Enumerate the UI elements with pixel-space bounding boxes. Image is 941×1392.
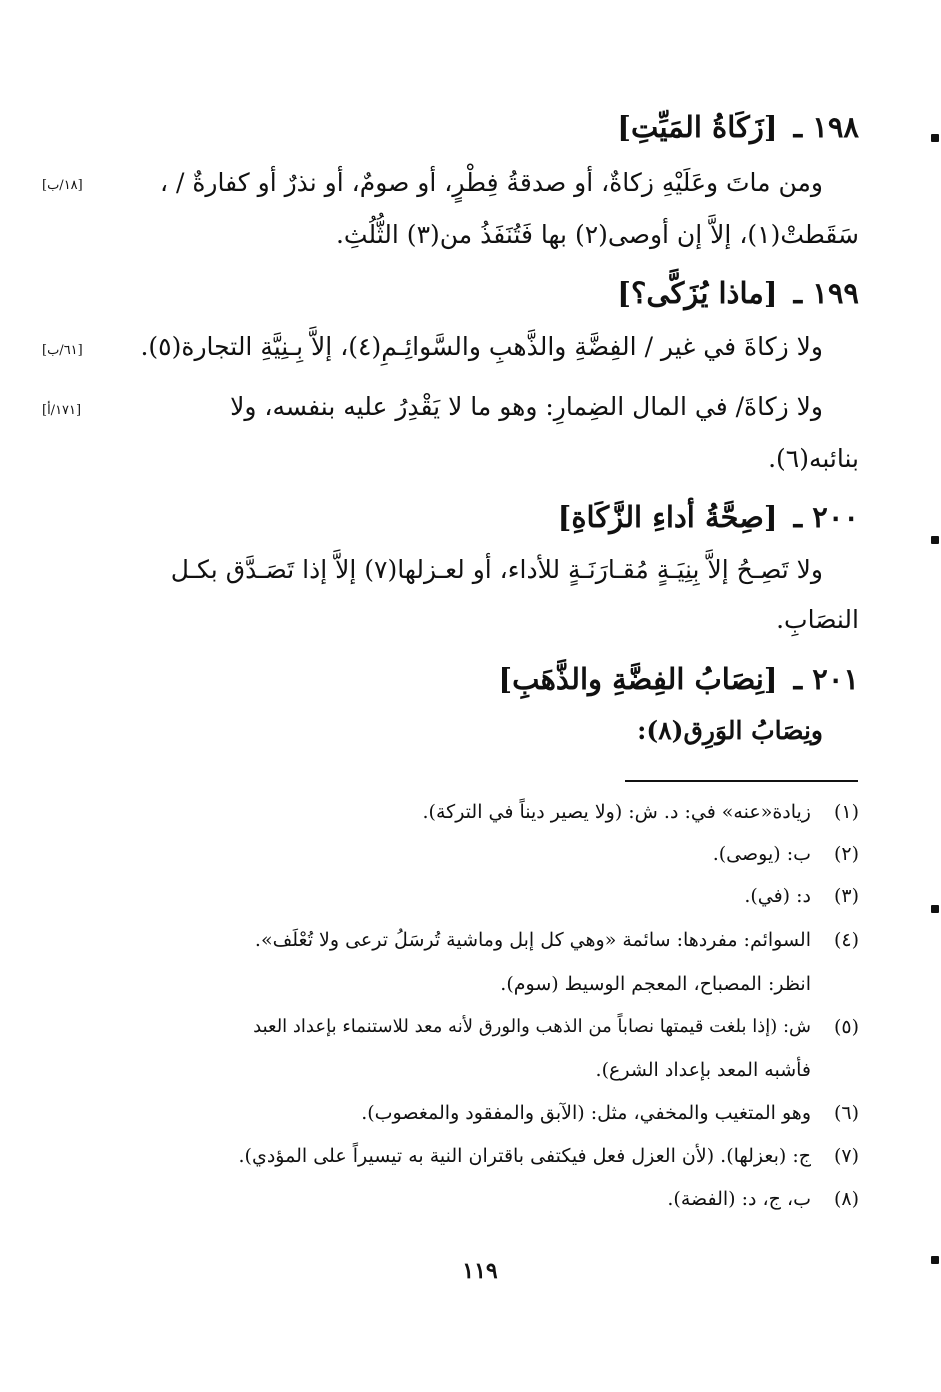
- scan-edge-mark: [931, 905, 939, 913]
- footnote-text: ج: (بعزلها). (لأن العزل فعل فيكتفى باقتران النية به تيسيراً على المؤدي).: [238, 1145, 811, 1167]
- section-heading-200: [558, 500, 859, 534]
- footnote-text: ب: (يوصى).: [712, 843, 811, 865]
- section-title: [صِحَّةُ أداءِ الزَّكَاةِ]: [557, 500, 778, 534]
- footnote-number: (١): [833, 801, 859, 823]
- paragraph-line: ولا زكاةَ/ في المال الضِمارِ: وهو ما لا يَقْدِرُ عليه بنفسه، ولا: [230, 392, 823, 421]
- margin-reference: [١٧١/أ]: [42, 403, 82, 418]
- footnote-text: ب، ج، د: (الفضة).: [667, 1188, 811, 1210]
- footnote-text: السوائم: مفردها: سائمة «وهي كل إبل وماشية تُرسَلُ ترعى ولا تُعْلَف».: [254, 929, 811, 951]
- footnote-divider: [625, 780, 858, 782]
- section-heading-198: [617, 110, 859, 144]
- footnote-text: ش: (إذا بلغت قيمتها نصاباً من الذهب والورق لأنه معد للاستنماء بإعداد العبد: [253, 1016, 811, 1037]
- footnote-text: انظر: المصباح، المعجم الوسيط (سوم).: [500, 973, 811, 995]
- paragraph-line: ولا زكاةَ في غير / الفِضَّةِ والذَّهبِ والسَّوائِـمِ(٤)، إلاَّ بِـنِيَّةِ التجارة(٥).: [140, 332, 823, 361]
- section-heading-199: [617, 276, 859, 310]
- footnote-number: (٤): [833, 929, 859, 951]
- section-title: [زَكَاةُ المَيِّتِ]: [617, 110, 778, 144]
- margin-reference: [٦١/ب]: [42, 343, 83, 358]
- paragraph-line: ولا تَصِـحُ إلاَّ بِنِيَـةٍ مُقـارَنَـةٍ للأداء، أو لعـزلها(٧) إلاَّ إذا تَصَـدَّق بكـل: [170, 555, 823, 584]
- footnote-text: وهو المتغيب والمخفي، مثل: (الآبق والمفقود والمغصوب).: [361, 1102, 811, 1124]
- footnote-number: (٧): [833, 1145, 859, 1167]
- section-number: ٢٠٠ ـ: [793, 500, 859, 534]
- page-number: ١١٩: [462, 1258, 498, 1284]
- footnote-number: (٨): [833, 1188, 859, 1210]
- section-number: ٢٠١ ـ: [793, 662, 859, 696]
- paragraph-line: النصَابِ.: [776, 605, 859, 634]
- footnote-number: (٥): [833, 1016, 859, 1038]
- paragraph-line: سَقَطتْ(١)، إلاَّ إن أوصى(٢) بها فَتُنَفَذُ من(٣) الثُّلُثِ.: [335, 220, 859, 249]
- section-title: [نِصَابُ الفِضَّةِ والذَّهَبِ]: [498, 662, 778, 696]
- footnote-number: (٣): [833, 885, 859, 907]
- footnote-number: (٢): [833, 843, 859, 865]
- section-title: [ماذا يُزَكَّى؟]: [617, 276, 778, 310]
- footnote-text: زيادة«عنه» في: د. ش: (ولا يصير ديناً في التركة).: [422, 801, 811, 823]
- footnote-number: (٦): [833, 1102, 859, 1124]
- section-number: ١٩٨ ـ: [793, 110, 859, 144]
- footnote-text: د: (في).: [744, 885, 811, 907]
- scan-edge-mark: [931, 1256, 939, 1264]
- scan-edge-mark: [931, 536, 939, 544]
- paragraph-line: ونِصَابُ الوَرِق(٨):: [637, 716, 823, 745]
- footnote-text: فأشبه المعد بإعداد الشرع).: [595, 1059, 811, 1081]
- margin-reference: [١٨/ب]: [42, 178, 83, 193]
- section-heading-201: [498, 662, 859, 696]
- scan-edge-mark: [931, 134, 939, 142]
- paragraph-line: ومن ماتَ وعَلَيْهِ زكاةٌ، أو صدقةُ فِطْرٍ، أو صومٌ، أو نذرٌ أو كفارةٌ / ،: [159, 168, 823, 197]
- paragraph-line: بنائبه(٦).: [768, 444, 859, 473]
- section-number: ١٩٩ ـ: [793, 276, 859, 310]
